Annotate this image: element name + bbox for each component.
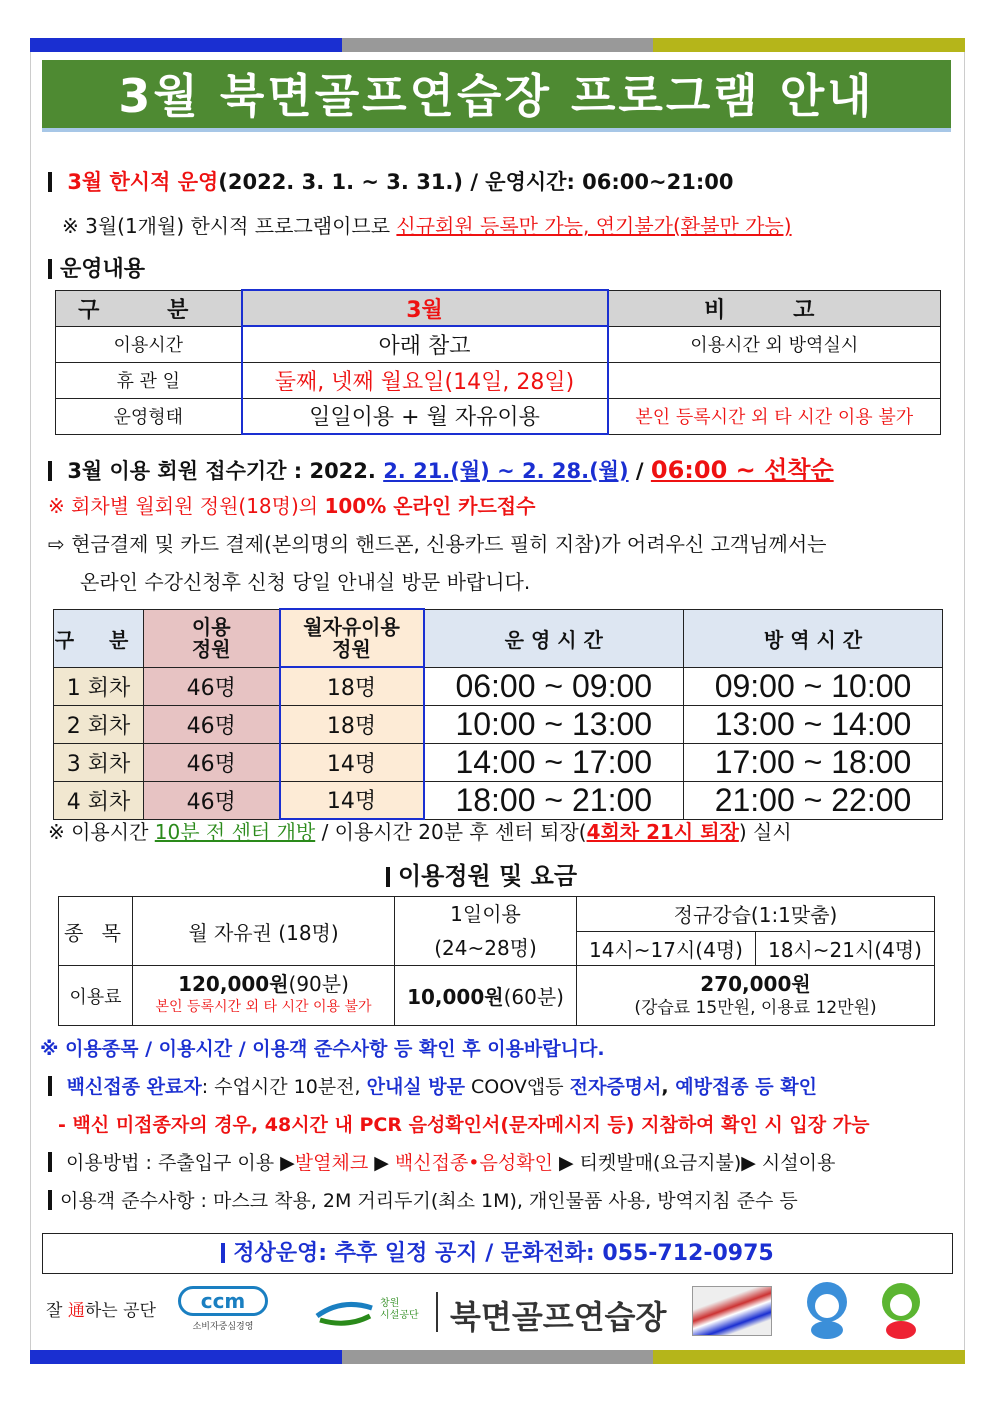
note-online: ※ 회차별 월회원 정원(18명)의 100% 온라인 카드접수 <box>48 494 536 518</box>
operation-period: 3월 한시적 운영(2022. 3. 1. ~ 3. 31.) / 운영시간: 06:00~21:00 <box>48 166 733 196</box>
slogan: 잘 通하는 공단 <box>46 1301 156 1321</box>
notice-box: 정상운영: 추후 일정 공지 / 문화전화: 055-712-0975 <box>42 1233 953 1274</box>
mascot-blue-icon <box>794 1280 860 1340</box>
registration-period: 3월 이용 회원 접수기간 : 2022. 2. 21.(월) ~ 2. 28.(월) / 06:00 ~ 선착순 <box>48 450 834 485</box>
changwon-logo-icon <box>312 1298 382 1328</box>
visitor-rules: 이용객 준수사항 : 마스크 착용, 2M 거리두기(최소 1M), 개인물품 사용, 방역지침 준수 등 <box>48 1186 798 1213</box>
page-title: 3월 북면골프연습장 프로그램 안내 <box>42 60 951 132</box>
note-visit: 온라인 수강신청후 신청 당일 안내실 방문 바랍니다. <box>80 570 531 594</box>
ccm-logo: ccm 소비자중심경영 <box>178 1286 268 1346</box>
section-fees: 이용정원 및 요금 <box>386 856 577 891</box>
operation-table: 구 분 3월 비 고 이용시간 아래 참고 이용시간 외 방역실시 휴 관 일 둘째, 넷째 월요일(14일, 28일) 운영형태 일일이용 + 월 자유이용 본인 등록시간 외 타 시간 이용 불가 <box>55 289 941 435</box>
note-compliance: ※ 이용종목 / 이용시간 / 이용객 준수사항 등 확인 후 이용바랍니다. <box>40 1038 605 1060</box>
session-table: 구 분 이용 정원 월자유이용 정원 운 영 시 간 방 역 시 간 1 회차 46명 18명 06:00 ~ 09:00 09:00 ~ 10:00 2 회차 46명 18명 10:00 ~ 13:00 13:00 ~ 14:00 3 회차 46명 14명 14:00 ~ 17:00 17:00 ~ 18:00 4 회차 46명 14명 18:00 ~ 21:00 21:00 ~ 22:00 <box>53 608 943 820</box>
org-name: 창원 시설공단 <box>380 1298 419 1321</box>
mascot-green-icon <box>866 1280 936 1340</box>
certification-badge-icon <box>692 1286 772 1336</box>
note-entry-time: ※ 이용시간 10분 전 센터 개방 / 이용시간 20분 후 센터 퇴장(4회차 21시 퇴장) 실시 <box>48 820 792 844</box>
vaccine-info: 백신접종 완료자: 수업시간 10분전, 안내실 방문 COOV앱등 전자증명서, 예방접종 등 확인 <box>48 1072 817 1099</box>
top-color-bar <box>30 38 965 52</box>
usage-method: 이용방법 : 주출입구 이용 ▶발열체크 ▶ 백신접종•음성확인 ▶ 티켓발매(요금지불)▶ 시설이용 <box>48 1148 835 1175</box>
bottom-color-bar <box>30 1350 965 1364</box>
note-limited: ※ 3월(1개월) 한시적 프로그램이므로 신규회원 등록만 가능, 연기불가(환불만 가능) <box>62 214 792 238</box>
divider <box>436 1292 438 1332</box>
fee-table: 종 목 월 자유권 (18명) 1일이용 (24~28명) 정규강습(1:1맞춤) 14시~17시(4명) 18시~21시(4명) 이용료 120,000원(90분) 본인 등록시간 외 타 시간 이용 불가 10,000원(60분) 270,000원 (강습료 15만원, 이용료 12만원) <box>58 896 935 1026</box>
note-cash: ⇨ 현금결제 및 카드 결제(본의명의 핸드폰, 신용카드 필히 지참)가 어려우신 고객님께서는 <box>48 532 827 556</box>
unvaccinated-info: - 백신 미접종자의 경우, 48시간 내 PCR 음성확인서(문자메시지 등) 지참하여 확인 시 입장 가능 <box>58 1114 870 1136</box>
section-operation: 운영내용 <box>48 252 145 283</box>
facility-name: 북면골프연습장 <box>450 1298 667 1336</box>
